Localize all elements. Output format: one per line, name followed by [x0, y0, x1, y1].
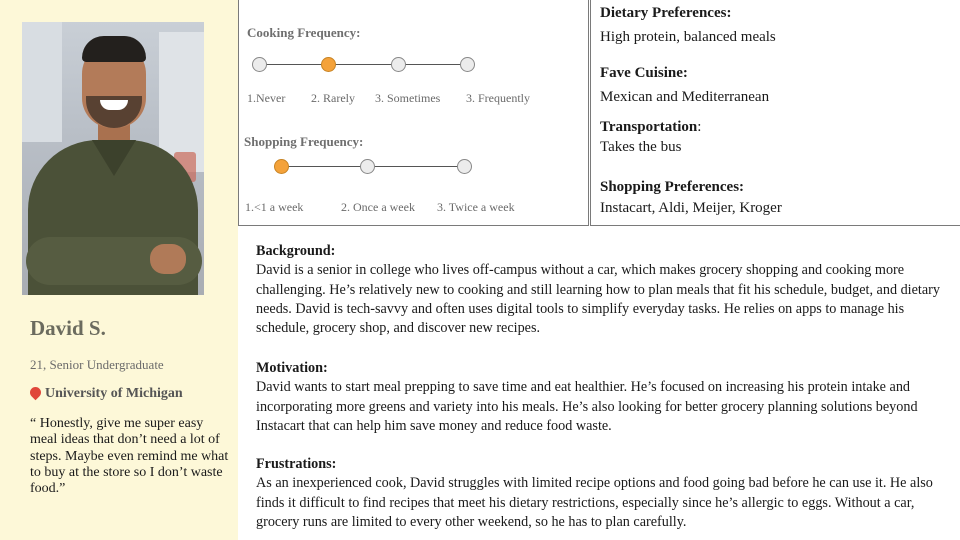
- cooking-option-dot: [460, 57, 475, 72]
- motivation-text: David wants to start meal prepping to save time and eat healthier. He’s focused on increasing his protein intake and incorporating more greens and variety into his meals. He’s also looking for better grocery planning solutions beyond Instacart that can help him save money and reduce food waste.: [256, 379, 918, 434]
- shopping-frequency-label: Shopping Frequency:: [244, 134, 364, 149]
- cooking-option-dot: [391, 57, 406, 72]
- persona-school: [30, 386, 183, 402]
- motivation-heading: Motivation:: [256, 360, 328, 376]
- cooking-option-label: 3. Sometimes: [375, 91, 441, 105]
- frustrations-heading: Frustrations:: [256, 456, 337, 472]
- transportation-value: Takes the bus: [600, 139, 682, 155]
- persona-quote: “ Honestly, give me super easy meal ideas that don’t need a lot of steps. Maybe even remind me what to buy at the store so I don’t waste food.”: [30, 416, 229, 497]
- frequency-panel: [238, 0, 589, 226]
- cooking-option-dot: [252, 57, 267, 72]
- shopping-option-dot: [457, 159, 472, 174]
- preferences-panel: [590, 0, 960, 226]
- cooking-frequency-label: Cooking Frequency:: [247, 25, 361, 40]
- cooking-option-label: 2. Rarely: [311, 91, 355, 105]
- dietary-preferences-label: Dietary Preferences:: [600, 5, 732, 21]
- shopping-option-label: 1.<1 a week: [245, 200, 304, 214]
- shopping-option-label: 3. Twice a week: [437, 200, 515, 214]
- fave-cuisine-label: Fave Cuisine:: [600, 65, 688, 81]
- cooking-option-label: 1.Never: [247, 91, 286, 105]
- dietary-preferences-value: High protein, balanced meals: [600, 29, 776, 45]
- persona-name: David S.: [30, 316, 106, 340]
- transportation-colon: :: [697, 119, 702, 135]
- cooking-option-dot: [321, 57, 336, 72]
- profile-panel: [0, 0, 238, 540]
- cooking-option-label: 3. Frequently: [466, 91, 530, 105]
- shopping-option-dot: [360, 159, 375, 174]
- shopping-preferences-label: Shopping Preferences:: [600, 179, 745, 195]
- shopping-option-dot: [274, 159, 289, 174]
- frustrations-text: As an inexperienced cook, David struggles with limited recipe options and food going bad before he can use it. He also finds it difficult to find recipes that meet his dietary restrictions, especially since he’s allergic to eggs. Without a car, grocery runs are limited to every other weekend, so he has to plan carefully.: [256, 475, 933, 530]
- profile-photo: [22, 22, 204, 295]
- background-heading: Background:: [256, 243, 336, 259]
- location-pin-icon: [28, 385, 44, 401]
- shopping-option-label: 2. Once a week: [341, 200, 415, 214]
- background-section: [256, 242, 946, 338]
- cooking-frequency-track: [261, 64, 470, 65]
- transportation-label-text: Transportation: [600, 119, 698, 135]
- motivation-section: [256, 359, 946, 436]
- frustrations-section: [256, 455, 946, 532]
- fave-cuisine-value: Mexican and Mediterranean: [600, 89, 770, 105]
- transportation-label: [600, 119, 701, 136]
- background-text: David is a senior in college who lives off-campus without a car, which makes grocery shopping and cooking more challenging. He’s relatively new to cooking and still learning how to plan meals that fit his schedule, budget, and dietary needs. David is tech-savvy and often uses digital tools to simplify everyday tasks. He relies on apps to manage his schedule, grocery shop, and discover new recipes.: [256, 262, 940, 337]
- shopping-preferences-value: Instacart, Aldi, Meijer, Kroger: [600, 200, 782, 216]
- school-label: University of Michigan: [45, 386, 183, 401]
- persona-age: 21, Senior Undergraduate: [30, 357, 164, 372]
